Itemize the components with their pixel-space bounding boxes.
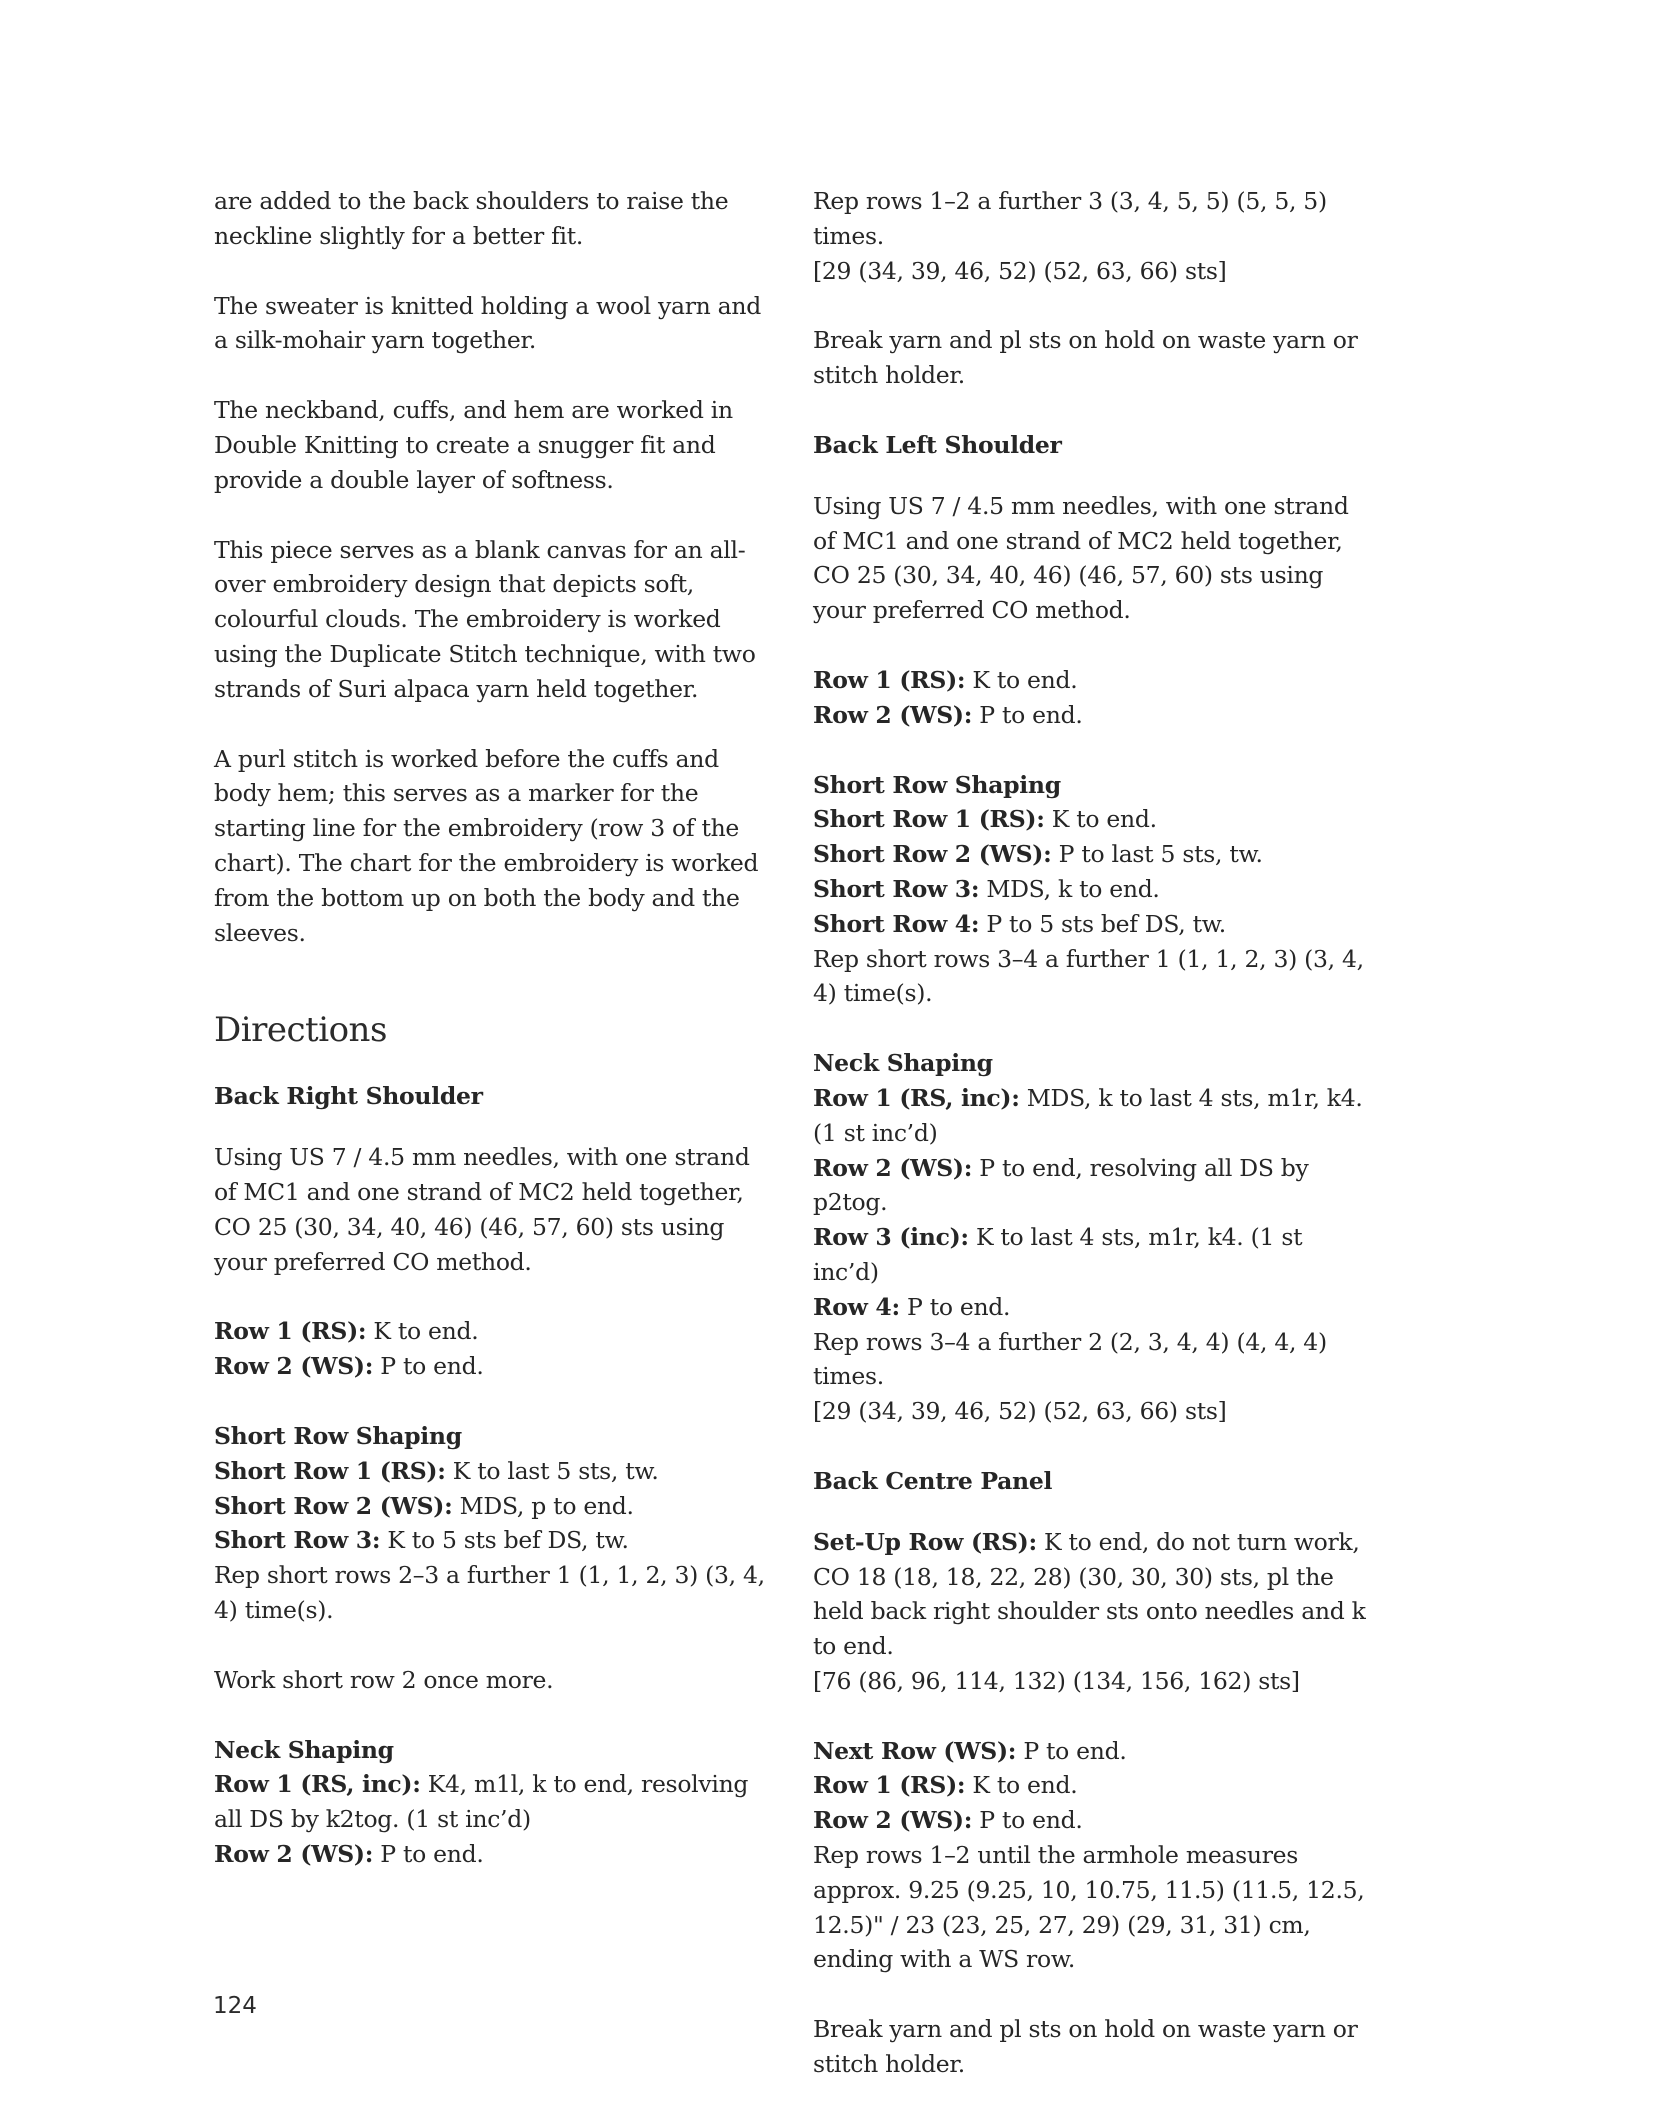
back-left-short-rows (813, 768, 1373, 1012)
instruction-row: Short Row 1 (RS): K to last 5 sts, tw. (214, 1456, 659, 1485)
instruction-row: Short Row 4: P to 5 sts bef DS, tw. (813, 909, 1226, 938)
intro-paragraph-5: A purl stitch is worked before the cuffs and body hem; this serves as a marker for the starting line for the embroidery (row 3 of the chart). The chart for the embroidery is worked from the bottom up on both the body and the sleeves. (214, 744, 759, 947)
instruction-row: Row 1 (RS): K to end. (813, 1771, 1078, 1800)
back-right-shoulder-heading: Back Right Shoulder (214, 1082, 483, 1111)
intro-paragraph-1: are added to the back shoulders to raise the neckline slightly for a better fit. (214, 187, 729, 250)
instruction-row: Row 1 (RS, inc): K4, m1l, k to end, resolving all DS by k2tog. (1 st inc’d) (214, 1770, 749, 1834)
back-right-cast-on: Using US 7 / 4.5 mm needles, with one strand of MC1 and one strand of MC2 held together, CO 25 (30, 34, 40, 46) (46, 57, 60) sts using your preferred CO method. (214, 1143, 750, 1276)
left-column (214, 184, 774, 1907)
instruction-row: Row 2 (WS): P to end. (214, 1352, 484, 1381)
back-left-neck-shaping (813, 1046, 1373, 1429)
instruction-repeat: Rep short rows 3–4 a further 1 (1, 1, 2, 3) (3, 4, 4) time(s). (813, 944, 1364, 1008)
instruction-row: Row 1 (RS): K to end. (214, 1317, 479, 1346)
right-column (813, 184, 1373, 2117)
instruction-row: Short Row 3: MDS, k to end. (813, 874, 1160, 903)
back-centre-break: Break yarn and pl sts on hold on waste yarn or stitch holder. (813, 2015, 1358, 2079)
intro-paragraph-4: This piece serves as a blank canvas for an all-over embroidery design that depicts soft, colourful clouds. The embroidery is worked using the Duplicate Stitch technique, with two strands of Suri alpaca yarn held together. (214, 535, 756, 703)
back-left-shoulder-heading: Back Left Shoulder (813, 430, 1062, 459)
stitch-count: [29 (34, 39, 46, 52) (52, 63, 66) sts] (813, 1397, 1227, 1426)
back-left-rows (813, 663, 1373, 733)
instruction-row: Row 2 (WS): P to end. (813, 700, 1083, 729)
back-centre-panel-heading: Back Centre Panel (813, 1466, 1053, 1495)
neck-shaping-heading: Neck Shaping (813, 1049, 993, 1078)
instruction-row: Row 2 (WS): P to end. (214, 1839, 484, 1868)
intro-paragraph-2: The sweater is knitted holding a wool yarn and a silk-mohair yarn together. (214, 291, 761, 355)
back-left-cast-on: Using US 7 / 4.5 mm needles, with one strand of MC1 and one strand of MC2 held together, CO 25 (30, 34, 40, 46) (46, 57, 60) sts using your preferred CO method. (813, 491, 1349, 625)
right-top-break: Break yarn and pl sts on hold on waste yarn or stitch holder. (813, 326, 1358, 390)
instruction-row: Row 1 (RS): K to end. (813, 665, 1078, 694)
instruction-repeat: Rep rows 3–4 a further 2 (2, 3, 4, 4) (4, 4, 4) times. (813, 1327, 1327, 1391)
instruction-row: Set-Up Row (RS): K to end, do not turn work, CO 18 (18, 18, 22, 28) (30, 30, 30) sts, pl the held back right shoulder sts onto needles and k to end. (813, 1527, 1366, 1661)
instruction-row: Row 3 (inc): K to last 4 sts, m1r, k4. (1 st inc’d) (813, 1223, 1303, 1286)
instruction-row: Short Row 2 (WS): P to last 5 sts, tw. (813, 840, 1263, 869)
back-centre-setup (813, 1525, 1373, 1699)
page-number: 124 (213, 1993, 257, 2019)
directions-title: Directions (214, 1010, 387, 1051)
instruction-row: Short Row 3: K to 5 sts bef DS, tw. (214, 1526, 629, 1555)
instruction-row: Row 2 (WS): P to end, resolving all DS by p2tog. (813, 1153, 1309, 1217)
neck-shaping-heading: Neck Shaping (214, 1735, 394, 1764)
instruction-row: Short Row 2 (WS): MDS, p to end. (214, 1491, 634, 1520)
stitch-count: [76 (86, 96, 114, 132) (134, 156, 162) sts] (813, 1666, 1300, 1695)
short-row-heading: Short Row Shaping (813, 770, 1061, 799)
instruction-row: Next Row (WS): P to end. (813, 1736, 1127, 1765)
short-row-heading: Short Row Shaping (214, 1421, 462, 1450)
instruction-row: Short Row 1 (RS): K to end. (813, 805, 1157, 834)
right-top-repeat: Rep rows 1–2 a further 3 (3, 4, 5, 5) (5, 5, 5) times. [29 (34, 39, 46, 52) (52, 63, 66) sts] (813, 187, 1327, 285)
instruction-row: Row 4: P to end. (813, 1292, 1011, 1321)
work-once-more: Work short row 2 once more. (214, 1665, 554, 1694)
back-right-rows (214, 1314, 774, 1384)
back-right-short-rows (214, 1419, 774, 1628)
back-right-neck-shaping (214, 1733, 774, 1872)
instruction-repeat: Rep rows 1–2 until the armhole measures approx. 9.25 (9.25, 10, 10.75, 11.5) (11.5, 12.5, 12.5)" / 23 (23, 25, 27, 29) (29, 31, 31) cm, ending with a WS row. (813, 1841, 1365, 1974)
instruction-repeat: Rep short rows 2–3 a further 1 (1, 1, 2, 3) (3, 4, 4) time(s). (214, 1561, 765, 1624)
instruction-row: Row 1 (RS, inc): MDS, k to last 4 sts, m1r, k4. (1 st inc’d) (813, 1083, 1363, 1147)
back-centre-rows (813, 1734, 1373, 1978)
instruction-row: Row 2 (WS): P to end. (813, 1806, 1083, 1835)
intro-paragraph-3: The neckband, cuffs, and hem are worked in Double Knitting to create a snugger fit and provide a double layer of softness. (214, 396, 733, 494)
